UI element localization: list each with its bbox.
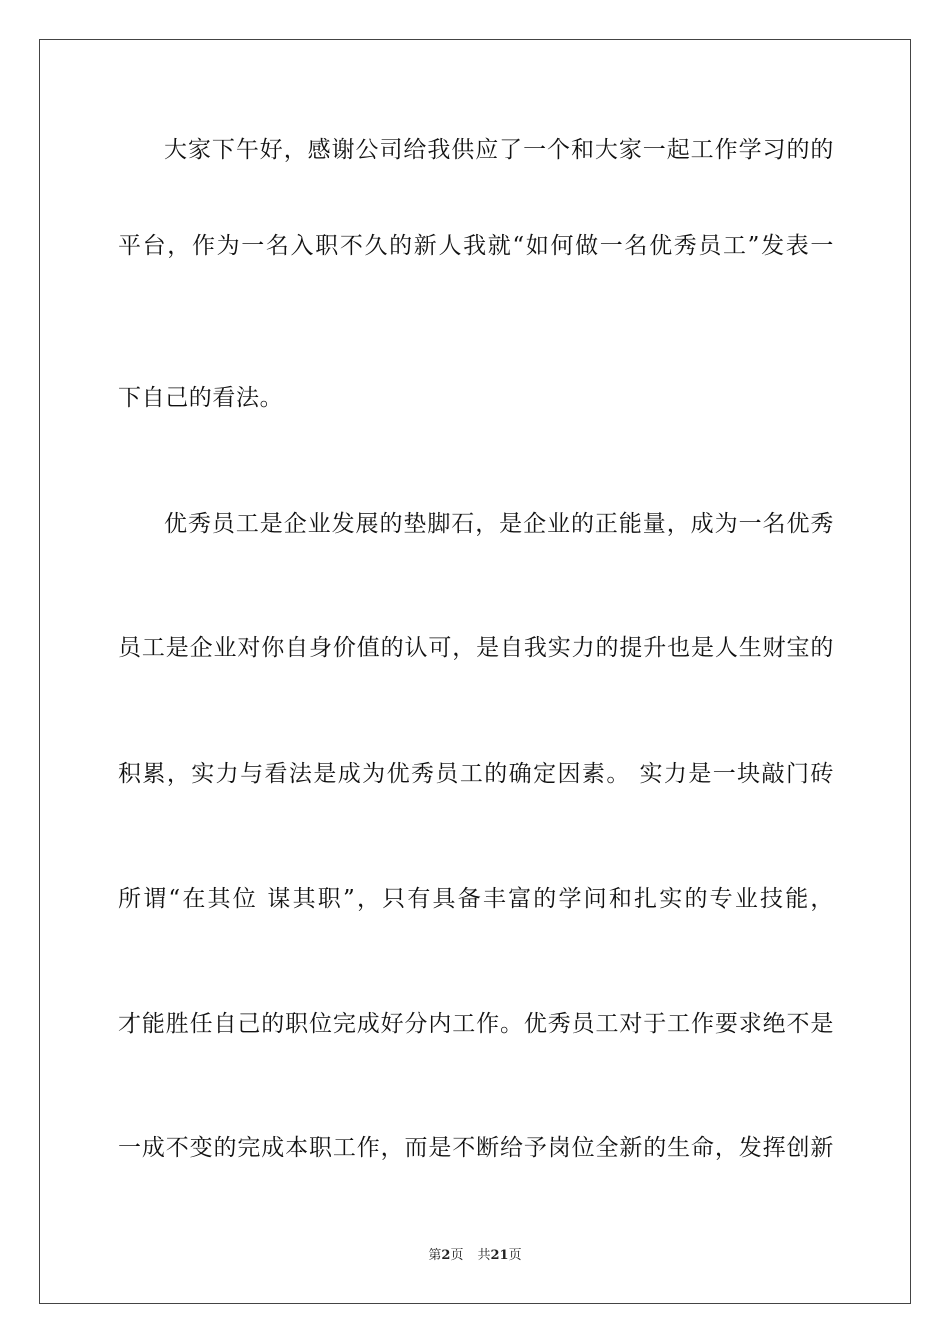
page-footer xyxy=(0,1246,950,1266)
footer-total-pages: 21 xyxy=(490,1248,509,1263)
paragraph-2-line-1: 优秀员工是企业发展的垫脚石，是企业的正能量，成为一名优秀 xyxy=(164,511,834,537)
paragraph-2-line-2: 员工是企业对你自身价值的认可，是自我实力的提升也是人生财宝的 xyxy=(118,635,834,661)
footer-total-prefix: 共 xyxy=(477,1248,491,1263)
paragraph-1-line-1: 大家下午好，感谢公司给我供应了一个和大家一起工作学习的的 xyxy=(164,137,834,163)
paragraph-2-line-6: 一成不变的完成本职工作，而是不断给予岗位全新的生命，发挥创新 xyxy=(118,1135,834,1161)
footer-page-suffix: 页 xyxy=(450,1248,464,1263)
footer-total-suffix: 页 xyxy=(508,1248,522,1263)
footer-page-prefix: 第 xyxy=(428,1248,442,1263)
paragraph-2-line-3: 积累，实力与看法是成为优秀员工的确定因素。 实力是一块敲门砖 xyxy=(118,761,834,787)
paragraph-2-line-5: 才能胜任自己的职位完成好分内工作。优秀员工对于工作要求绝不是 xyxy=(118,1011,834,1037)
paragraph-2-line-4: 所谓“在其位 谋其职”，只有具备丰富的学问和扎实的专业技能， xyxy=(118,886,834,912)
paragraph-1-line-2: 平台，作为一名入职不久的新人我就“如何做一名优秀员工”发表一 xyxy=(118,233,834,259)
paragraph-1-line-3: 下自己的看法。 xyxy=(118,385,284,411)
footer-current-page: 2 xyxy=(441,1248,451,1263)
